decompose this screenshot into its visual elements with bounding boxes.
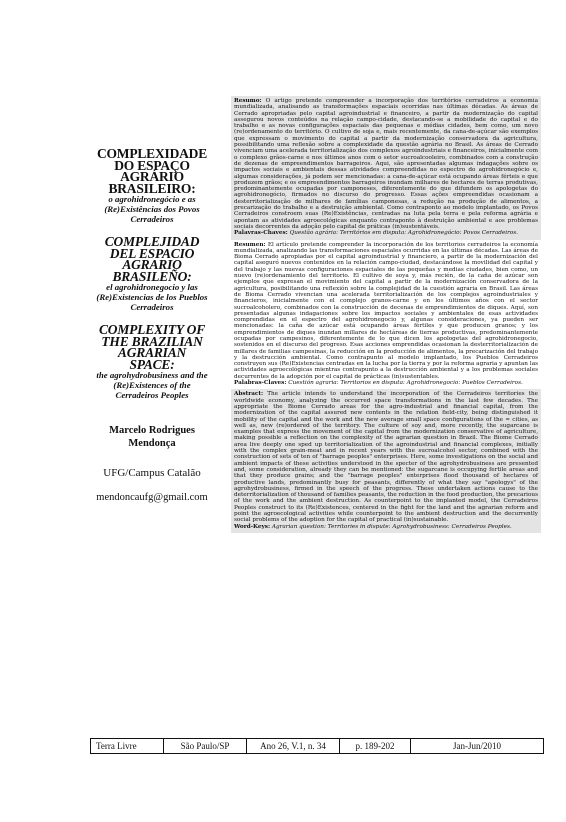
resumen-kw-text: Cuestión agraria: Territorios en disputa: Agrohidronegocio: Pueblos Cerradeiros. [288, 380, 523, 387]
title-es-subtitle: el agrohidronegocio y las (Re)Existencias de los Pueblos Cerradeiros [96, 282, 208, 312]
title-en-main: COMPLEXITY OF THE BRAZILIAN AGRARIAN SPACE: [98, 322, 206, 372]
abstract-box [231, 389, 541, 533]
author-name: Marcelo Rodrigues Mendonça [109, 425, 195, 449]
footer-pages: p. 189-202 [340, 739, 411, 753]
resumen-paragraph [234, 242, 538, 381]
footer-city: São Paulo/SP [164, 739, 247, 753]
resumo-text: O artigo pretende compreender a incorporação dos territórios cerradeiros a economia mundializada, analisando as transformações espaciais ocorridas nas últimas décadas. As áreas de Cerrado apropriadas pelo capital agroindustrial e financeiro, a partir da modernização do capital assegurou novos conteúdos na relação campo-cidade, destacando-se a mobilidade do capital e do trabalho e as novas configurações espaciais das pequenas e médias cidades, bem como, um novo (re)ordenamento do território. O cultivo de soja e, mais recentemente, da cana-de-açúcar são exemplos que expressam o movimento do capital a partir da modernização conservadora da agricultura, possibilitando uma reflexão sobre a complexidade da questão agrária no Brasil. As áreas de Cerrado vivenciam uma acelerada territorialização dos complexos agroindustriais e financeiros, inicialmente com o complexo grãos-carne e nos últimos anos com o setor sucroalcooleiro, combinados com a construção de dezenas de empreendimentos barrageiros. Aqui, são apresentadas algumas indagações sobre os impactos sociais e ambientais dessas atividades compreendidas no espectro do agrohidronegócio e, algumas considerações, já podem ser mencionadas: a cana-de-açúcar está ocupando áreas férteis e que produzem grãos; e os empreendimentos barrageiros inundam milhares de hectares de terras produtivas, predominantemente ocupadas por camponeses, diferentemente do que difundem os apologetas do agrohidronegócio, firmados no discurso do progresso. Essas ações empreendidas ocasionam a desterritorialização de milhares de famílias camponesas, a redução na produção de alimentos, a precarização do trabalho e a destruição ambiental. Como contraponto ao modelo implantado, os Povos Cerradeiros constroem suas (Re)Existências, centradas na luta pela terra e pela reforma agrária e apontam as atividades agroecológicas enquanto contraponto à destruição ambiental e aos problemas sociais decorrentes da adoção pelo capital de práticas (in)sustentáveis. [234, 98, 539, 230]
abstract-kw-label: Word-Keys: [234, 523, 271, 530]
title-en-subtitle: the agrohydrobusiness and the (Re)Existences of the Cerradeiros Peoples [96, 370, 208, 400]
resumo-kw-label: Palavras-Chaves: [234, 230, 288, 237]
title-column [96, 148, 208, 503]
title-pt-subtitle: o agrohidronegócio e as (Re)Existências dos Povos Cerradeiros [104, 194, 200, 224]
title-es-main: COMPLEJIDAD DEL ESPACIO AGRARIO BRASILEÑO: [104, 234, 200, 284]
title-pt [96, 148, 208, 224]
footer-volume: Ano 26, V.1, n. 34 [247, 739, 340, 753]
resumo-paragraph [234, 98, 538, 230]
abstracts-column [231, 96, 541, 822]
resumo-keywords [234, 230, 538, 236]
author-affiliation: UFG/Campus Catalão [103, 467, 201, 479]
abstract-kw-text: Agrarian question: Territories in dispute: Agrohydrobusiness: Cerradeiros Peoples. [271, 523, 512, 530]
resumo-label: Resumo: [234, 98, 262, 104]
title-es [96, 236, 208, 312]
resumo-kw-text: Questão agrária: Territórios em disputa: Agrohidronegócio: Povos Cerradeiros. [289, 230, 518, 237]
footer-journal: Terra Livre [91, 739, 164, 753]
citation-footer [90, 738, 544, 754]
title-pt-main: COMPLEXIDADE DO ESPAÇO AGRÁRIO BRASILEIRO: [96, 146, 208, 196]
abstract-keywords [234, 524, 538, 530]
footer-date: Jan-Jun/2010 [453, 741, 501, 751]
resumen-kw-label: Palabras-Claves: [234, 380, 287, 387]
abstract-label: Abstract: [234, 391, 264, 398]
resumo-box [231, 96, 541, 240]
resumen-box [231, 240, 541, 390]
resumen-keywords [234, 380, 538, 386]
abstract-paragraph [234, 391, 538, 523]
resumen-text: El artículo pretende comprender la incorporación de los territorios cerradeiros la economía mundializada, analizando las transformaciones espaciales ocurridas en las últimas décadas. Las áreas de Bioma Cerrado apropiadas por el capital agroindustrial y financiero, a partir de la modernización del capital aseguró nuevos contenidos en la relación campo-ciudad, destacándose la movilidad del capital y del trabajo y las nuevas configuraciones espaciales de las pequeñas y medias ciudades, bien como, un nuevo (re)ordenamiento del territorio. El cultivo de soya y, más recién, de la caña de azúcar son ejemplos que expresan el movimiento del capital a partir de la modernización conservadora de la agricultura, posibilitando una reflexión sobre la complejidad de la cuestión agraria en Brasil. Las áreas de Bioma Cerrado vivencian una acelerada territorialización de los complejos agroindustriales y financieros, inicialmente con el complejo granos-carne y en los últimos años con el sector sucroalcoholero, combinados con la construcción de decenas de emprendimientos de diques. Aquí, son presentadas algunas indagaciones sobre los impactos sociales y ambientales de esas actividades comprendidas en el espectro del agrohidronegocio y, algunas consideraciones, ya pueden ser mencionadas: la caña de azúcar está ocupando áreas fértiles y que producen granos; y los emprendimientos de diques inundan millares de hectáreas de tierras productivas, predominantemente ocupadas por campesinos, diferentemente de lo que dicen los apologetas del agrohidronegocio, sostenidos en el discurso del progreso. Esas acciones emprendidas ocasionan la desterritorialización de millares de familias campesinas, la reducción en la producción de alimentos, la precarización del trabajo y la destrucción ambiental. Como contrapunto al modelo implantado, los Pueblos Cerradeiros construyen sus (Re)Existencias centradas en la lucha por la tierra y por la reforma agraria y apuntan las actividades agroecológicas mientras contrapunto a la destrucción ambiental y a los problemas sociales decurrentes de la adopción por el capital de prácticas (in)sustentables. [234, 241, 539, 380]
author-email[interactable]: mendoncaufg@gmail.com [96, 492, 208, 503]
resumen-label: Resumen: [234, 241, 266, 248]
title-en [96, 324, 208, 400]
abstract-text: The article intends to understand the incorporation of the Cerradeiros territories the worldwide economy, analyzing the occurred space transformations in the last few decades. The appropriate the Biome Cerrado areas for the agro-industrial and financial capital, from the modernization of the capital assured new contents in the relation field-city, being distinguished it mobility of the capital and the work and the new average small space configurations of the ≈ cities, as well as, new (re)ordered of the territory. The culture of soy and, more recently, the sugarcane is examples that express the movement of the capital from the modernization conservative of agriculture, making possible a reflection on the complexity of the agrarian question in Brazil. The Biome Cerrado area live deeply one sped up territorialization of the agroindustrial and financial complexes, initially with the complex grain-meat and in recent years with the sucroalcohol sector, combined with the construction of sets of ten of "barrage peoples" enterprises. Here, some investigations on the social and ambient impacts of these activities understood in the specter of the agrohydrobusiness are presented and, some consideration, already they can be mentioned: the sugarcane is occupying fertile areas and that they produce grains; and the "barrage peoples" enterprises flood thousand of hectares of productive lands, predominantly busy for peasants, differently of what they say "apologys" of the agrohydrobusiness, firmed in the speech of the progress. These undertaken actions cause to the deterritorialization of thousand of families peasants, the reduction in the food production, the precarious of the work and the ambient destruction. As counterpoint to the implanted model, the Cerradeiros Peoples construct to its (Re)Existences, centered in the fight for the land and the agrarian reform and point the agroecological activities while counterpoint to the ambient destruction and the decurrently social problems of the adoption for the capital of practical (in)sustainable. [234, 391, 538, 524]
